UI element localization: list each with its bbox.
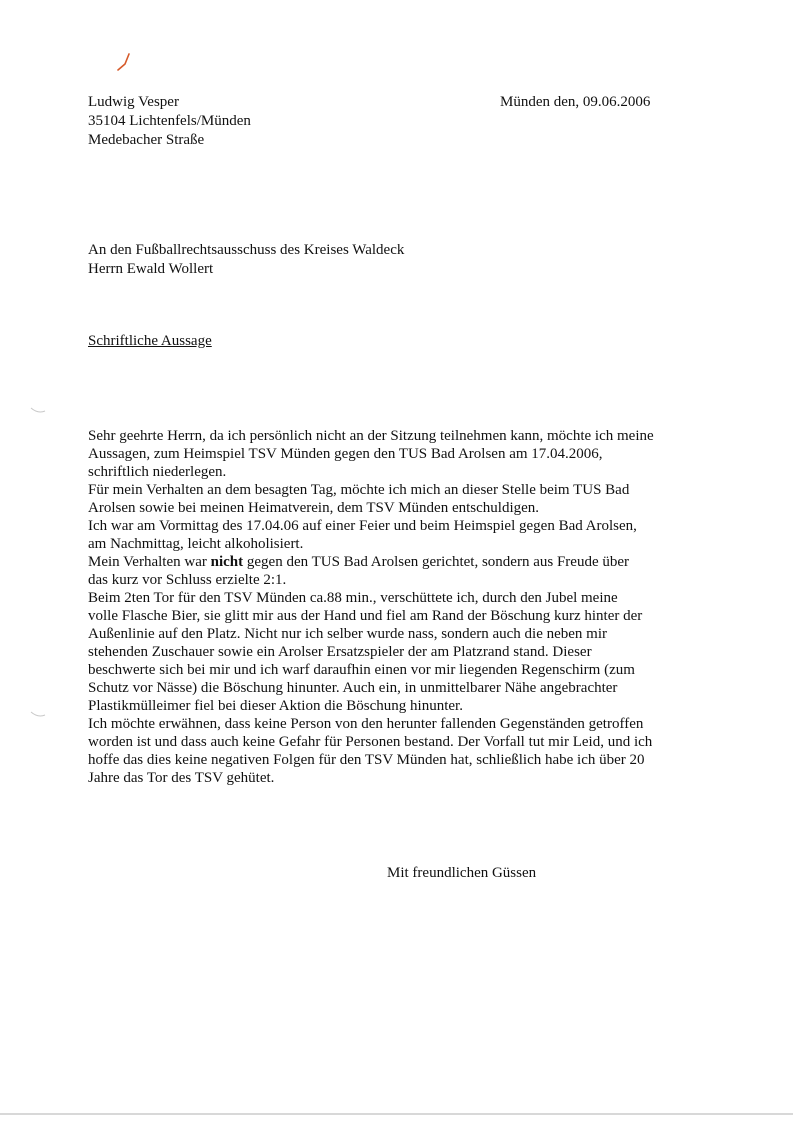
punch-hole-mark-icon xyxy=(30,405,46,415)
body-line: beschwerte sich bei mir und ich warf daraufhin einen vor mir liegenden Regenschirm (zum xyxy=(88,662,635,678)
body-line: das kurz vor Schluss erzielte 2:1. xyxy=(88,572,287,588)
place-date: Münden den, 09.06.2006 xyxy=(500,94,651,110)
sender-street: Medebacher Straße xyxy=(88,132,205,148)
body-line-before: Mein Verhalten war xyxy=(88,554,211,570)
letter-body xyxy=(88,427,708,787)
body-line: schriftlich niederlegen. xyxy=(88,464,227,480)
closing: Mit freundlichen Güssen xyxy=(387,865,537,881)
body-line: Sehr geehrte Herrn, da ich persönlich nicht an der Sitzung teilnehmen kann, möchte ich meine xyxy=(88,428,654,444)
body-line: Arolsen sowie bei meinen Heimatverein, dem TSV Münden entschuldigen. xyxy=(88,500,540,516)
body-line: hoffe das dies keine negativen Folgen für den TSV Münden hat, schließlich habe ich über 20 xyxy=(88,752,645,768)
sender-city: 35104 Lichtenfels/Münden xyxy=(88,113,251,129)
body-line: Für mein Verhalten an dem besagten Tag, möchte ich mich an dieser Stelle beim TUS Bad xyxy=(88,482,630,498)
emphasis-word: nicht xyxy=(210,554,244,570)
pen-mark-icon xyxy=(110,50,136,76)
body-line: volle Flasche Bier, sie glitt mir aus der Hand und fiel am Rand der Böschung kurz hinter der xyxy=(88,608,643,624)
body-line: stehenden Zuschauer sowie ein Arolser Ersatzspieler der am Platzrand stand. Dieser xyxy=(88,644,592,660)
body-line: Außenlinie auf den Platz. Nicht nur ich selber wurde nass, sondern auch die neben mir xyxy=(88,626,608,642)
body-line: Plastikmülleimer fiel bei dieser Aktion die Böschung hinunter. xyxy=(88,698,463,714)
body-line: Aussagen, zum Heimspiel TSV Münden gegen den TUS Bad Arolsen am 17.04.2006, xyxy=(88,446,603,462)
recipient-line-1: An den Fußballrechtsausschuss des Kreises Waldeck xyxy=(88,242,405,258)
body-line-emphasis xyxy=(88,553,708,571)
body-line-after: gegen den TUS Bad Arolsen gerichtet, sondern aus Freude über xyxy=(243,554,630,570)
punch-hole-mark-icon xyxy=(30,709,46,719)
body-line: am Nachmittag, leicht alkoholisiert. xyxy=(88,536,304,552)
scan-edge-divider xyxy=(0,1113,793,1115)
recipient-line-2: Herrn Ewald Wollert xyxy=(88,261,214,277)
body-line: Schutz vor Nässe) die Böschung hinunter. Auch ein, in unmittelbarer Nähe angebrachter xyxy=(88,680,618,696)
sender-name: Ludwig Vesper xyxy=(88,94,179,110)
subject: Schriftliche Aussage xyxy=(88,333,212,349)
body-line: Ich war am Vormittag des 17.04.06 auf einer Feier und beim Heimspiel gegen Bad Arolsen, xyxy=(88,518,637,534)
body-line: Beim 2ten Tor für den TSV Münden ca.88 min., verschüttete ich, durch den Jubel meine xyxy=(88,590,618,606)
body-line: Ich möchte erwähnen, dass keine Person von den herunter fallenden Gegenständen getroffen xyxy=(88,716,644,732)
body-line: Jahre das Tor des TSV gehütet. xyxy=(88,770,275,786)
body-line: worden ist und dass auch keine Gefahr für Personen bestand. Der Vorfall tut mir Leid, und ich xyxy=(88,734,653,750)
